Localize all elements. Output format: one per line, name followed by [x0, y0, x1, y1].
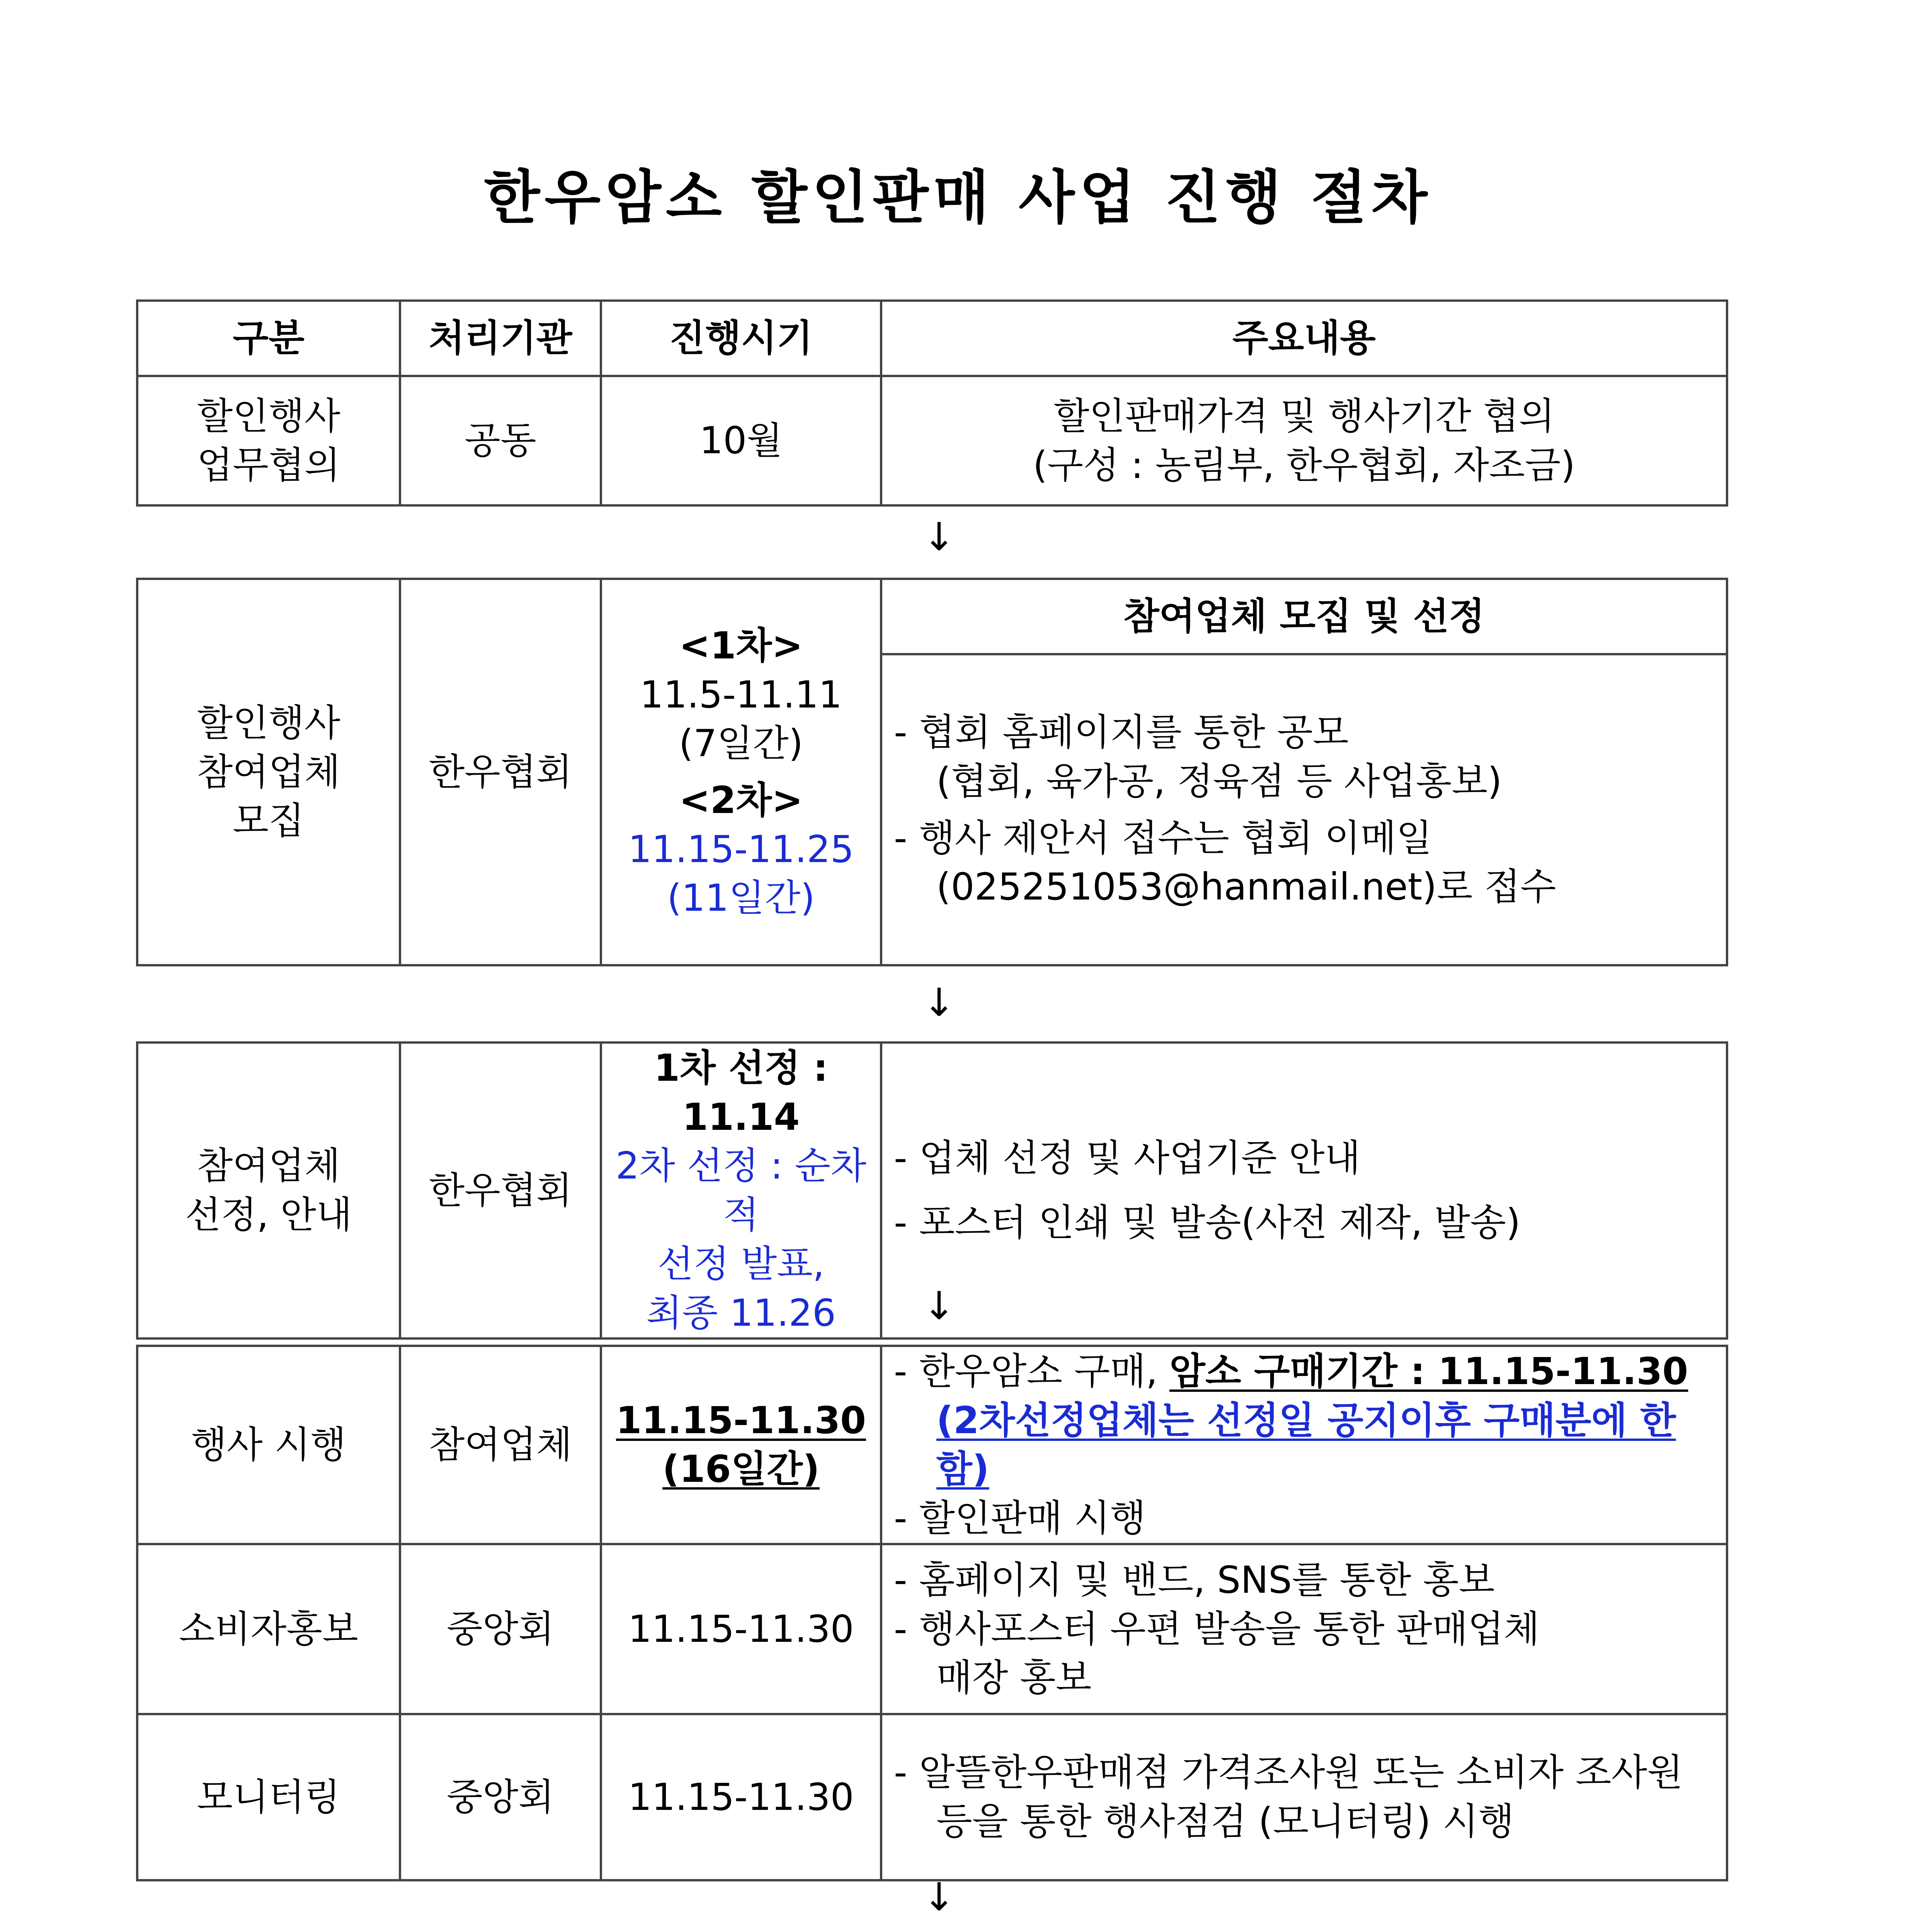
content-line: (구성 : 농림부, 한우협회, 자조금) — [1033, 443, 1576, 487]
down-arrow-icon: ↓ — [923, 514, 955, 560]
round2-notice: (2차선정업체는 선정일 공지이후 구매분에 한함) — [936, 1398, 1676, 1491]
table-row — [137, 1714, 1727, 1880]
period-cell — [601, 1346, 881, 1544]
content-cell — [881, 654, 1727, 965]
content-line: (협회, 육가공, 정육점 등 사업홍보) — [936, 759, 1502, 803]
agency-cell: 중앙회 — [400, 1544, 601, 1714]
content-line: 할인판매가격 및 행사기간 협의 — [1053, 394, 1555, 438]
period-round1-range: 11.5-11.11 — [640, 673, 842, 716]
content-cell — [881, 376, 1727, 505]
down-arrow-icon: ↓ — [923, 980, 955, 1025]
category-cell — [137, 579, 400, 965]
category-line: 모집 — [233, 799, 305, 843]
period-cell — [601, 579, 881, 965]
category-line: 참여업체 — [197, 1144, 340, 1188]
content-line: - 업체 선정 및 사업기준 안내 — [894, 1136, 1361, 1180]
table-row — [137, 1346, 1727, 1544]
content-line: - 할인판매 시행 — [894, 1497, 1146, 1540]
period-line: 선정 발표, — [657, 1242, 825, 1286]
table-step4 — [136, 1345, 1728, 1881]
purchase-period-highlight: 암소 구매기간 : 11.15-11.30 — [1169, 1350, 1688, 1393]
table-row — [137, 579, 1727, 654]
content-line: 매장 홍보 — [936, 1656, 1092, 1700]
content-line: - 행사포스터 우편 발송을 통한 판매업체 — [894, 1607, 1540, 1651]
period-line: (16일간) — [662, 1447, 820, 1491]
content-text: - 한우암소 구매, — [894, 1350, 1170, 1393]
header-content: 주요내용 — [881, 301, 1727, 376]
period-round2-range: 11.15-11.25 — [628, 827, 854, 871]
agency-cell: 공동 — [400, 376, 601, 505]
period-cell: 11.15-11.30 — [601, 1544, 881, 1714]
content-line: - 홈페이지 및 밴드, SNS를 통한 홍보 — [894, 1558, 1495, 1602]
content-cell — [881, 1714, 1727, 1880]
category-line: 할인행사 — [197, 701, 340, 745]
content-line: (025251053@hanmail.net)로 접수 — [936, 865, 1556, 909]
content-title: 참여업체 모집 및 선정 — [881, 579, 1727, 654]
category-line: 할인행사 — [197, 394, 340, 438]
table-step1 — [136, 299, 1728, 507]
content-line: - 포스터 인쇄 및 발송(사전 제작, 발송) — [894, 1201, 1521, 1245]
content-line: 등을 통한 행사점검 (모니터링) 시행 — [936, 1799, 1514, 1843]
table-row — [137, 376, 1727, 505]
table-step2 — [136, 578, 1728, 966]
period-line: 최종 11.26 — [646, 1291, 836, 1335]
period-line: 2차 선정 : 순차적 — [616, 1144, 866, 1237]
content-cell — [881, 1544, 1727, 1714]
category-line: 업무협의 — [197, 443, 340, 487]
content-line: - 행사 제안서 접수는 협회 이메일 — [894, 816, 1432, 860]
content-line: - 알뜰한우판매점 가격조사원 또는 소비자 조사원 — [894, 1751, 1683, 1794]
content-cell — [881, 1346, 1727, 1544]
content-cell — [881, 1043, 1727, 1338]
header-agency: 처리기관 — [400, 301, 601, 376]
header-period: 진행시기 — [601, 301, 881, 376]
category-line: 참여업체 — [197, 750, 340, 794]
period-line: 11.15-11.30 — [616, 1398, 866, 1442]
table-row — [137, 1544, 1727, 1714]
category-cell — [137, 376, 400, 505]
period-cell — [601, 1043, 881, 1338]
category-cell: 모니터링 — [137, 1714, 400, 1880]
period-cell: 10월 — [601, 376, 881, 505]
period-round2-days: (11일간) — [667, 876, 815, 920]
period-round1-label: <1차> — [679, 624, 803, 667]
category-cell: 행사 시행 — [137, 1346, 400, 1544]
category-line: 선정, 안내 — [185, 1193, 352, 1237]
agency-cell: 한우협회 — [400, 579, 601, 965]
agency-cell: 한우협회 — [400, 1043, 601, 1338]
content-line: - 협회 홈페이지를 통한 공모 — [894, 711, 1349, 754]
agency-cell: 참여업체 — [400, 1346, 601, 1544]
period-cell: 11.15-11.30 — [601, 1714, 881, 1880]
agency-cell: 중앙회 — [400, 1714, 601, 1880]
down-arrow-icon: ↓ — [923, 1283, 955, 1328]
down-arrow-icon: ↓ — [923, 1874, 955, 1920]
page-title: 한우암소 할인판매 사업 진행 절차 — [484, 164, 1432, 231]
header-category: 구분 — [137, 301, 400, 376]
period-round1-days: (7일간) — [679, 722, 803, 765]
header-row — [137, 301, 1727, 376]
period-line: 1차 선정 : 11.14 — [654, 1046, 828, 1139]
category-cell: 소비자홍보 — [137, 1544, 400, 1714]
content-line — [894, 1347, 1714, 1396]
period-round2-label: <2차> — [679, 779, 803, 822]
category-cell — [137, 1043, 400, 1338]
